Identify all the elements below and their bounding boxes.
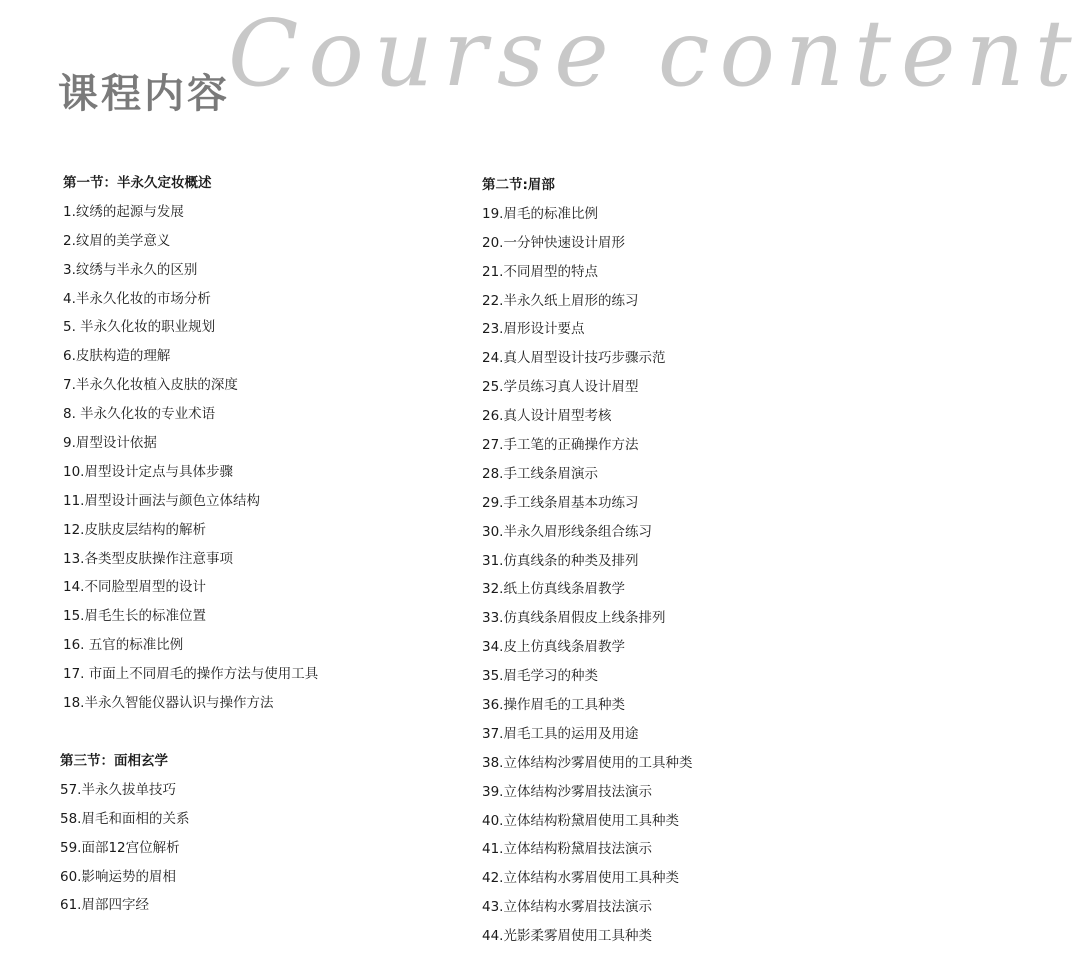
list-item: 31.仿真线条的种类及排列 bbox=[482, 552, 639, 569]
section-1 bbox=[63, 171, 463, 720]
list-item: 33.仿真线条眉假皮上线条排列 bbox=[482, 610, 666, 627]
list-item: 28.手工线条眉演示 bbox=[482, 465, 598, 482]
list-item: 1.纹绣的起源与发展 bbox=[63, 203, 184, 220]
list-item: 14.不同脸型眉型的设计 bbox=[63, 579, 206, 596]
list-item: 26.真人设计眉型考核 bbox=[482, 408, 612, 425]
section-3-list bbox=[60, 778, 460, 922]
list-item: 12.皮肤皮层结构的解析 bbox=[63, 521, 206, 538]
list-item: 58.眉毛和面相的关系 bbox=[60, 810, 190, 827]
list-item: 40.立体结构粉黛眉使用工具种类 bbox=[482, 812, 679, 829]
section-1-list bbox=[63, 200, 463, 720]
list-item: 37.眉毛工具的运用及用途 bbox=[482, 725, 639, 742]
list-item: 2.纹眉的美学意义 bbox=[63, 232, 171, 249]
list-item: 30.半永久眉形线条组合练习 bbox=[482, 523, 652, 540]
list-item: 59.面部12宫位解析 bbox=[60, 839, 180, 856]
list-item: 42.立体结构水雾眉使用工具种类 bbox=[482, 870, 679, 887]
section-2-title: 第二节:眉部 bbox=[482, 177, 555, 193]
list-item: 17. 市面上不同眉毛的操作方法与使用工具 bbox=[63, 666, 319, 683]
section-2-list bbox=[482, 202, 800, 953]
list-item: 8. 半永久化妆的专业术语 bbox=[63, 406, 216, 423]
list-item: 19.眉毛的标准比例 bbox=[482, 205, 598, 222]
list-item: 39.立体结构沙雾眉技法演示 bbox=[482, 783, 652, 800]
list-item: 11.眉型设计画法与颜色立体结构 bbox=[63, 492, 260, 509]
section-1-title: 第一节：半永久定妆概述 bbox=[63, 175, 212, 191]
list-item: 34.皮上仿真线条眉教学 bbox=[482, 639, 625, 656]
list-item: 44.光影柔雾眉使用工具种类 bbox=[482, 928, 652, 945]
list-item: 61.眉部四字经 bbox=[60, 897, 149, 914]
list-item: 29.手工线条眉基本功练习 bbox=[482, 494, 639, 511]
list-item: 57.半永久拔单技巧 bbox=[60, 781, 176, 798]
list-item: 27.手工笔的正确操作方法 bbox=[482, 437, 639, 454]
list-item: 3.纹绣与半永久的区别 bbox=[63, 261, 198, 278]
list-item: 6.皮肤构造的理解 bbox=[63, 348, 171, 365]
section-2 bbox=[482, 173, 800, 953]
section-3 bbox=[60, 749, 460, 922]
list-item: 43.立体结构水雾眉技法演示 bbox=[482, 899, 652, 916]
section-3-title: 第三节：面相玄学 bbox=[60, 753, 168, 769]
list-item: 25.学员练习真人设计眉型 bbox=[482, 379, 639, 396]
list-item: 23.眉形设计要点 bbox=[482, 321, 585, 338]
list-item: 38.立体结构沙雾眉使用的工具种类 bbox=[482, 754, 693, 771]
list-item: 22.半永久纸上眉形的练习 bbox=[482, 292, 639, 309]
list-item: 7.半永久化妆植入皮肤的深度 bbox=[63, 377, 238, 394]
list-item: 36.操作眉毛的工具种类 bbox=[482, 697, 625, 714]
list-item: 18.半永久智能仪器认识与操作方法 bbox=[63, 695, 274, 712]
list-item: 13.各类型皮肤操作注意事项 bbox=[63, 550, 233, 567]
list-item: 32.纸上仿真线条眉教学 bbox=[482, 581, 625, 598]
list-item: 10.眉型设计定点与具体步骤 bbox=[63, 463, 233, 480]
list-item: 24.真人眉型设计技巧步骤示范 bbox=[482, 350, 666, 367]
list-item: 20.一分钟快速设计眉形 bbox=[482, 234, 625, 251]
list-item: 5. 半永久化妆的职业规划 bbox=[63, 319, 216, 336]
list-item: 21.不同眉型的特点 bbox=[482, 263, 598, 280]
list-item: 15.眉毛生长的标准位置 bbox=[63, 608, 206, 625]
list-item: 41.立体结构粉黛眉技法演示 bbox=[482, 841, 652, 858]
list-item: 4.半永久化妆的市场分析 bbox=[63, 290, 211, 307]
page-header bbox=[0, 0, 1082, 160]
list-item: 16. 五官的标准比例 bbox=[63, 637, 184, 654]
list-item: 60.影响运势的眉相 bbox=[60, 868, 176, 885]
list-item: 35.眉毛学习的种类 bbox=[482, 668, 598, 685]
decorative-script-title: Course content bbox=[228, 0, 1082, 107]
list-item: 9.眉型设计依据 bbox=[63, 435, 157, 452]
page-title: 课程内容 bbox=[58, 71, 230, 117]
